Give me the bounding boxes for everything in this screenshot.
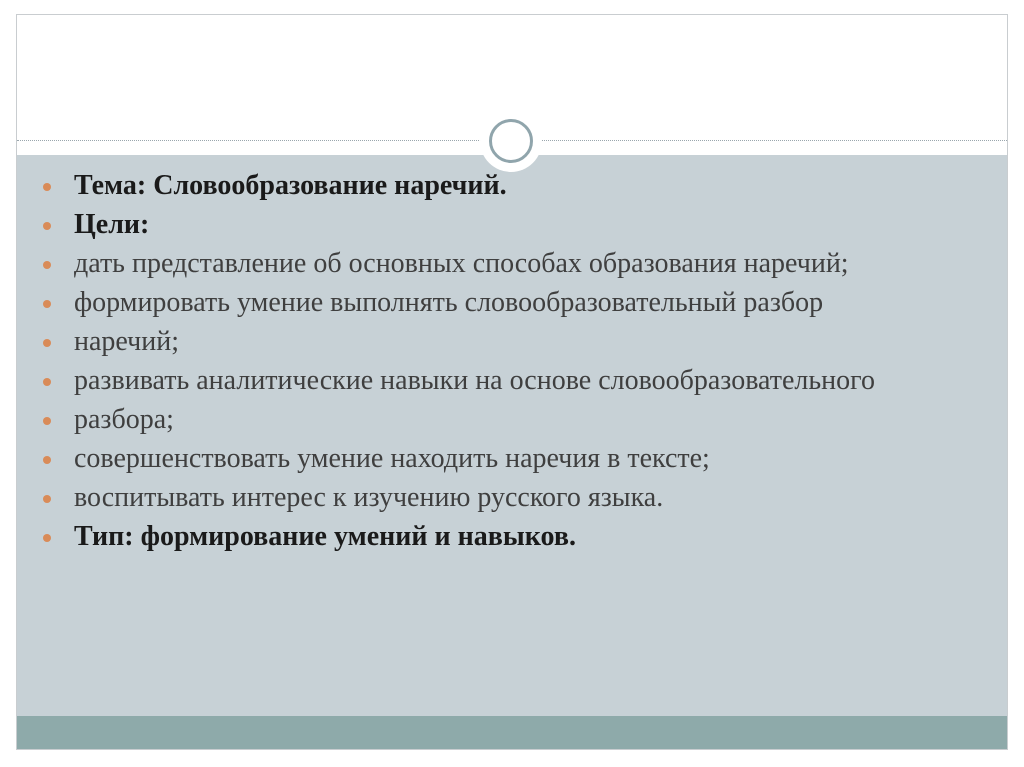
bullet-text: наречий;: [74, 326, 179, 357]
bullet-text: разбора;: [74, 404, 174, 435]
bullet-dot-icon: [43, 378, 51, 386]
bullet-dot-icon: [43, 534, 51, 542]
bullet-text: развивать аналитические навыки на основе словообразовательного: [74, 365, 875, 396]
bullet-dot-icon: [43, 417, 51, 425]
bullet-text: формировать умение выполнять словообразовательный разбор: [74, 287, 824, 318]
bullet-list: [40, 170, 970, 560]
bullet-dot-icon: [43, 456, 51, 464]
bullet-item-topic: [40, 170, 970, 201]
bullet-item: [40, 248, 970, 279]
bullet-text: дать представление об основных способах образования наречий;: [74, 248, 849, 279]
bullet-dot-icon: [43, 222, 51, 230]
bullet-text: воспитывать интерес к изучению русского языка.: [74, 482, 664, 513]
bullet-dot-icon: [43, 261, 51, 269]
bullet-item: [40, 482, 970, 513]
bullet-item: [40, 365, 970, 396]
ring-icon: [489, 119, 533, 163]
circle-ornament-icon: [480, 110, 542, 172]
bullet-text: совершенствовать умение находить наречия в тексте;: [74, 443, 710, 474]
bullet-dot-icon: [43, 495, 51, 503]
bullet-item: [40, 404, 970, 435]
bullet-item-type: [40, 521, 970, 552]
bullet-text: Цели:: [74, 209, 150, 240]
bullet-dot-icon: [43, 300, 51, 308]
bullet-item-goals: [40, 209, 970, 240]
bullet-item: [40, 287, 970, 318]
bullet-text: Тип: формирование умений и навыков.: [74, 521, 576, 552]
bullet-item: [40, 326, 970, 357]
bullet-text: Тема: Словообразование наречий.: [74, 170, 507, 201]
bullet-dot-icon: [43, 339, 51, 347]
bullet-item: [40, 443, 970, 474]
bottom-bar: [17, 716, 1007, 749]
bullet-dot-icon: [43, 183, 51, 191]
